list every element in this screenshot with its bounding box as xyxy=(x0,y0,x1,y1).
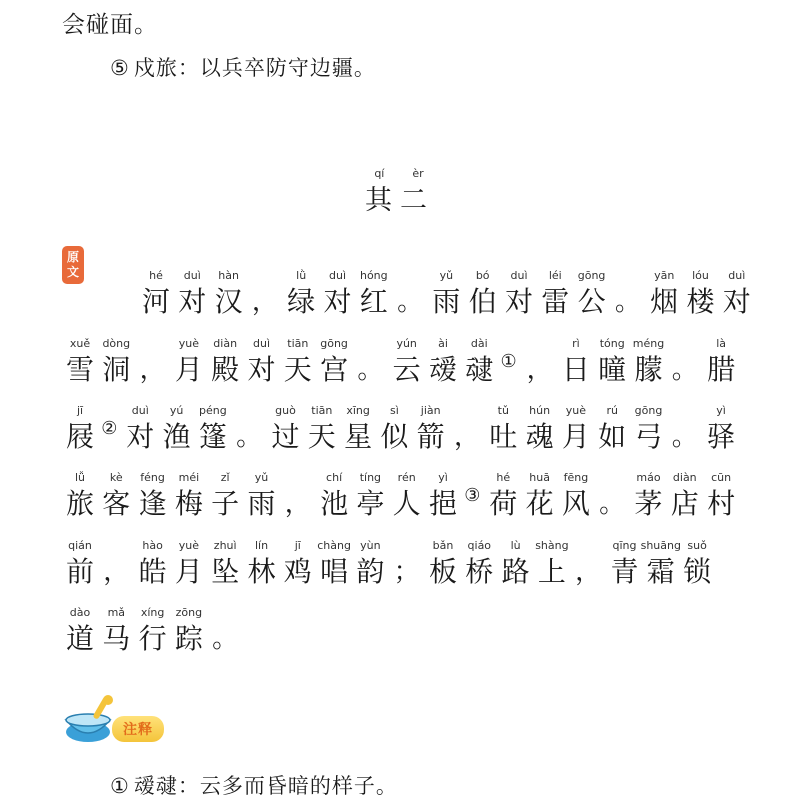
poem-char xyxy=(376,403,412,463)
hanzi: 桥 xyxy=(465,555,494,588)
pinyin: diàn xyxy=(213,337,238,350)
hanzi: 池 xyxy=(320,487,349,520)
pinyin: qiáo xyxy=(467,539,492,552)
pinyin: yuè xyxy=(565,404,587,417)
punctuation xyxy=(522,336,558,396)
hanzi: 公 xyxy=(577,285,606,318)
punctuation xyxy=(389,538,425,598)
hanzi: 魂 xyxy=(525,420,554,453)
hanzi: ； xyxy=(393,557,420,587)
hanzi: ③ xyxy=(464,485,481,506)
poem-char xyxy=(574,268,610,328)
hanzi: 荷 xyxy=(489,487,518,520)
poem-char xyxy=(356,268,392,328)
pinyin: sì xyxy=(389,404,399,417)
hanzi: 霜 xyxy=(646,555,675,588)
hanzi: 逢 xyxy=(138,487,167,520)
hanzi: 旅 xyxy=(65,487,94,520)
poem-char xyxy=(352,470,388,530)
hanzi: 林 xyxy=(247,555,276,588)
hanzi: 。 xyxy=(236,422,263,452)
title-text: 其二 xyxy=(365,185,435,216)
poem-char xyxy=(244,538,280,598)
punctuation xyxy=(207,605,243,665)
pinyin: yuè xyxy=(178,337,200,350)
annotation-text: 叆叇：云多而昏暗的样子。 xyxy=(133,774,398,798)
hanzi: 屐 xyxy=(65,420,94,453)
pinyin: duì xyxy=(131,404,149,417)
pinyin: rú xyxy=(606,404,618,417)
pinyin: xíng xyxy=(140,606,165,619)
hanzi: 。 xyxy=(357,355,384,385)
poem-char xyxy=(135,470,171,530)
poem-char xyxy=(98,470,134,530)
pinyin: jī xyxy=(294,539,301,552)
hanzi: 村 xyxy=(707,487,736,520)
pinyin: xuě xyxy=(69,337,91,350)
hanzi: 箭 xyxy=(416,420,445,453)
hanzi: 如 xyxy=(598,420,627,453)
pinyin: tǔ xyxy=(497,404,509,417)
poem-char xyxy=(646,268,682,328)
pinyin: shàng xyxy=(535,539,569,552)
hanzi: 红 xyxy=(359,285,388,318)
hanzi: 坠 xyxy=(211,555,240,588)
poem-char xyxy=(122,403,158,463)
hanzi: 雨 xyxy=(247,487,276,520)
hanzi: 篷 xyxy=(198,420,227,453)
pinyin: rì xyxy=(572,337,580,350)
pinyin: hé xyxy=(149,269,163,282)
poem-char xyxy=(631,403,667,463)
hanzi: 渔 xyxy=(162,420,191,453)
hanzi: 叆 xyxy=(428,353,457,386)
pinyin: yì xyxy=(716,404,726,417)
poem-char xyxy=(283,268,319,328)
hanzi: 月 xyxy=(174,353,203,386)
pinyin: zhuì xyxy=(213,539,237,552)
hanzi: 殿 xyxy=(211,353,240,386)
hanzi: 。 xyxy=(212,624,239,654)
hanzi: 行 xyxy=(138,622,167,655)
hanzi: ， xyxy=(575,557,602,587)
hanzi: 皓 xyxy=(138,555,167,588)
hanzi: ， xyxy=(526,355,553,385)
poem-char xyxy=(537,268,573,328)
hanzi: 伯 xyxy=(468,285,497,318)
hanzi: 韵 xyxy=(356,555,385,588)
pinyin: tiān xyxy=(311,404,333,417)
poem-char xyxy=(171,470,207,530)
hanzi: 路 xyxy=(501,555,530,588)
poem-char xyxy=(171,605,207,665)
poem-char xyxy=(631,470,667,530)
poem-char xyxy=(62,403,98,463)
poem-char xyxy=(485,403,521,463)
pinyin: duì xyxy=(510,269,528,282)
poem-char xyxy=(62,605,98,665)
poem-char xyxy=(195,403,231,463)
punctuation xyxy=(594,470,630,530)
poem-char xyxy=(679,538,715,598)
hanzi: 鸡 xyxy=(283,555,312,588)
pinyin: yuè xyxy=(178,539,200,552)
pinyin: diàn xyxy=(672,471,697,484)
poem-char xyxy=(703,403,739,463)
hanzi: 店 xyxy=(670,487,699,520)
annotation-5-text: 戍旅：以兵卒防守边疆。 xyxy=(133,56,376,80)
pinyin: jiàn xyxy=(420,404,441,417)
poem-char xyxy=(594,336,630,396)
poem-char xyxy=(62,336,98,396)
hanzi: 锁 xyxy=(683,555,712,588)
poem-char xyxy=(340,403,376,463)
annotation-marker: ① xyxy=(110,774,130,798)
punctuation xyxy=(352,336,388,396)
pinyin: bǎn xyxy=(432,539,454,552)
hanzi: 亭 xyxy=(356,487,385,520)
hanzi: 楼 xyxy=(686,285,715,318)
poem-char xyxy=(534,538,570,598)
hanzi: 对 xyxy=(178,285,207,318)
pinyin: huā xyxy=(529,471,550,484)
poem-char xyxy=(98,605,134,665)
poem-char xyxy=(631,336,667,396)
poem-char xyxy=(268,403,304,463)
hanzi: 叇 xyxy=(465,353,494,386)
hanzi: 星 xyxy=(344,420,373,453)
poem-char xyxy=(428,268,464,328)
hanzi: 雷 xyxy=(541,285,570,318)
pinyin: duì xyxy=(728,269,746,282)
pinyin: jī xyxy=(76,404,84,417)
poem-char xyxy=(461,538,497,598)
pinyin: zǐ xyxy=(220,471,230,484)
poem-char xyxy=(62,470,98,530)
poem-char xyxy=(607,538,643,598)
poem-char xyxy=(98,336,134,396)
pinyin: duì xyxy=(252,337,270,350)
note-reference xyxy=(461,470,483,530)
poem-char xyxy=(703,336,739,396)
pinyin: mǎ xyxy=(107,606,126,619)
pinyin: gōng xyxy=(634,404,663,417)
hanzi: 子 xyxy=(211,487,240,520)
annotation-5 xyxy=(110,52,376,82)
punctuation xyxy=(392,268,428,328)
hanzi: 驿 xyxy=(707,420,736,453)
poem-char xyxy=(207,336,243,396)
punctuation xyxy=(280,470,316,530)
poem-char xyxy=(304,403,340,463)
hanzi: 朦 xyxy=(634,353,663,386)
poem-char xyxy=(522,403,558,463)
hanzi: 雪 xyxy=(65,353,94,386)
poem-char xyxy=(159,403,195,463)
poem-char xyxy=(594,403,630,463)
poem-char xyxy=(280,538,316,598)
pinyin: méng xyxy=(632,337,665,350)
hanzi: 曈 xyxy=(598,353,627,386)
poem-char xyxy=(138,268,174,328)
pinyin: léi xyxy=(548,269,562,282)
pinyin: lǚ xyxy=(74,471,86,484)
hanzi: ， xyxy=(251,287,278,317)
hanzi: 人 xyxy=(392,487,421,520)
poem-char xyxy=(316,336,352,396)
poem-char xyxy=(320,268,356,328)
previous-page-text: 会碰面。 xyxy=(62,12,158,38)
badge-char-1: 原 xyxy=(66,250,79,264)
poem-char xyxy=(461,336,497,396)
hanzi: 对 xyxy=(323,285,352,318)
poem-char xyxy=(389,470,425,530)
punctuation xyxy=(667,403,703,463)
hanzi: 。 xyxy=(671,422,698,452)
section-title xyxy=(0,166,800,218)
pinyin: yǔ xyxy=(254,471,269,484)
pinyin: lín xyxy=(254,539,269,552)
hanzi: 吐 xyxy=(489,420,518,453)
hanzi: 腊 xyxy=(707,353,736,386)
poem-char xyxy=(211,268,247,328)
original-text-badge xyxy=(62,246,84,284)
pinyin: yún xyxy=(396,337,417,350)
pinyin: shuāng xyxy=(640,539,681,552)
poem-char xyxy=(280,336,316,396)
pinyin: dài xyxy=(470,337,488,350)
pinyin: hún xyxy=(529,404,551,417)
pinyin: yú xyxy=(169,404,184,417)
poem-char xyxy=(207,470,243,530)
poem-char xyxy=(558,403,594,463)
pinyin: gōng xyxy=(577,269,606,282)
hanzi: ① xyxy=(500,351,517,372)
pinyin: cūn xyxy=(711,471,732,484)
hanzi: 梅 xyxy=(174,487,203,520)
hanzi: 天 xyxy=(283,353,312,386)
hanzi: 对 xyxy=(126,420,155,453)
hanzi: 似 xyxy=(380,420,409,453)
hanzi: 日 xyxy=(561,353,590,386)
pinyin: rén xyxy=(397,471,416,484)
hanzi: 踪 xyxy=(174,622,203,655)
hanzi: 青 xyxy=(610,555,639,588)
pinyin: lù xyxy=(510,539,521,552)
hanzi: 宫 xyxy=(320,353,349,386)
poem-char xyxy=(425,538,461,598)
poem-char xyxy=(501,268,537,328)
hanzi: ， xyxy=(453,422,480,452)
pinyin: xīng xyxy=(346,404,370,417)
poem-char xyxy=(207,538,243,598)
notes-label: 注释 xyxy=(112,716,164,742)
hanzi: ， xyxy=(139,355,166,385)
pinyin: bó xyxy=(475,269,490,282)
hanzi: 挹 xyxy=(428,487,457,520)
poem-char xyxy=(244,336,280,396)
poem-char xyxy=(719,268,755,328)
pinyin: dào xyxy=(69,606,91,619)
hanzi: 天 xyxy=(307,420,336,453)
pinyin: suǒ xyxy=(687,539,707,552)
title-pinyin-1: qí xyxy=(374,167,385,180)
pinyin: lóu xyxy=(692,269,709,282)
hanzi: ， xyxy=(103,557,130,587)
hanzi: 。 xyxy=(397,287,424,317)
hanzi: 对 xyxy=(722,285,751,318)
poem-char xyxy=(244,470,280,530)
poem-char xyxy=(558,336,594,396)
hanzi: 板 xyxy=(428,555,457,588)
pinyin: guò xyxy=(275,404,296,417)
pinyin: gōng xyxy=(320,337,348,350)
hanzi: 。 xyxy=(614,287,641,317)
hanzi: 对 xyxy=(504,285,533,318)
poem-char xyxy=(174,268,210,328)
poem-char xyxy=(703,470,739,530)
poem-char xyxy=(316,538,352,598)
poem-char xyxy=(485,470,521,530)
pinyin: yùn xyxy=(360,539,381,552)
hanzi: 河 xyxy=(141,285,170,318)
hanzi: 道 xyxy=(65,622,94,655)
poem-char xyxy=(135,538,171,598)
poem-char xyxy=(135,605,171,665)
poem-char xyxy=(683,268,719,328)
hanzi: 花 xyxy=(525,487,554,520)
pinyin: kè xyxy=(109,471,123,484)
poem-char xyxy=(522,470,558,530)
pinyin: péng xyxy=(199,404,227,417)
pinyin: féng xyxy=(140,471,165,484)
title-pinyin xyxy=(0,166,800,182)
pinyin: yì xyxy=(438,471,448,484)
hanzi: 汉 xyxy=(214,285,243,318)
pinyin: qián xyxy=(68,539,92,552)
pinyin: hé xyxy=(496,471,511,484)
hanzi: 茅 xyxy=(634,487,663,520)
poem-char xyxy=(498,538,534,598)
pinyin: hàn xyxy=(218,269,239,282)
annotation-item xyxy=(110,770,398,800)
punctuation xyxy=(449,403,485,463)
pinyin: duì xyxy=(183,269,201,282)
hanzi: 上 xyxy=(537,555,566,588)
pinyin: hào xyxy=(142,539,163,552)
poem-char xyxy=(171,336,207,396)
pinyin: tíng xyxy=(359,471,382,484)
hanzi: 雨 xyxy=(432,285,461,318)
pinyin: tiān xyxy=(287,337,309,350)
hanzi: 前 xyxy=(65,555,94,588)
note-reference xyxy=(98,403,120,463)
pinyin: máo xyxy=(636,471,661,484)
pinyin: chí xyxy=(326,471,343,484)
pinyin: tóng xyxy=(599,337,625,350)
pinyin: lǜ xyxy=(296,269,307,282)
hanzi: 烟 xyxy=(650,285,679,318)
punctuation xyxy=(667,336,703,396)
pinyin: hóng xyxy=(359,269,388,282)
hanzi: 过 xyxy=(271,420,300,453)
punctuation xyxy=(231,403,267,463)
poem-char xyxy=(465,268,501,328)
hanzi: 弓 xyxy=(634,420,663,453)
poem-char xyxy=(62,538,98,598)
note-reference xyxy=(498,336,520,396)
hanzi: 月 xyxy=(174,555,203,588)
badge-char-2: 文 xyxy=(66,265,79,279)
pinyin: yān xyxy=(654,269,675,282)
punctuation xyxy=(135,336,171,396)
pinyin: là xyxy=(716,337,726,350)
pinyin: qīng xyxy=(612,539,637,552)
poem-char xyxy=(389,336,425,396)
poem-char xyxy=(425,470,461,530)
hanzi: ② xyxy=(101,418,118,439)
pinyin: chàng xyxy=(317,539,351,552)
hanzi: 。 xyxy=(599,489,626,519)
hanzi: 风 xyxy=(561,487,590,520)
poem-char xyxy=(558,470,594,530)
poem-char xyxy=(316,470,352,530)
pinyin: ài xyxy=(438,337,448,350)
hanzi: 绿 xyxy=(287,285,316,318)
hanzi: 唱 xyxy=(320,555,349,588)
poem-char xyxy=(425,336,461,396)
pinyin: zōng xyxy=(175,606,203,619)
pinyin: duì xyxy=(328,269,346,282)
punctuation xyxy=(610,268,646,328)
hanzi: 。 xyxy=(671,355,698,385)
hanzi: ， xyxy=(284,489,311,519)
pinyin: yǔ xyxy=(439,269,454,282)
punctuation xyxy=(98,538,134,598)
punctuation xyxy=(247,268,283,328)
hanzi: 月 xyxy=(561,420,590,453)
pinyin: fēng xyxy=(563,471,589,484)
hanzi: 洞 xyxy=(102,353,131,386)
hanzi: 云 xyxy=(392,353,421,386)
poem-char xyxy=(640,538,681,598)
poem-char xyxy=(667,470,703,530)
hanzi: 客 xyxy=(102,487,131,520)
poem-char xyxy=(413,403,449,463)
annotation-5-marker: ⑤ xyxy=(110,56,130,80)
title-pinyin-2: èr xyxy=(412,167,424,180)
hanzi: 马 xyxy=(102,622,131,655)
punctuation xyxy=(570,538,606,598)
hanzi: 对 xyxy=(247,353,276,386)
poem-char xyxy=(171,538,207,598)
pinyin: méi xyxy=(178,471,200,484)
pinyin: dòng xyxy=(102,337,131,350)
poem-char xyxy=(352,538,388,598)
